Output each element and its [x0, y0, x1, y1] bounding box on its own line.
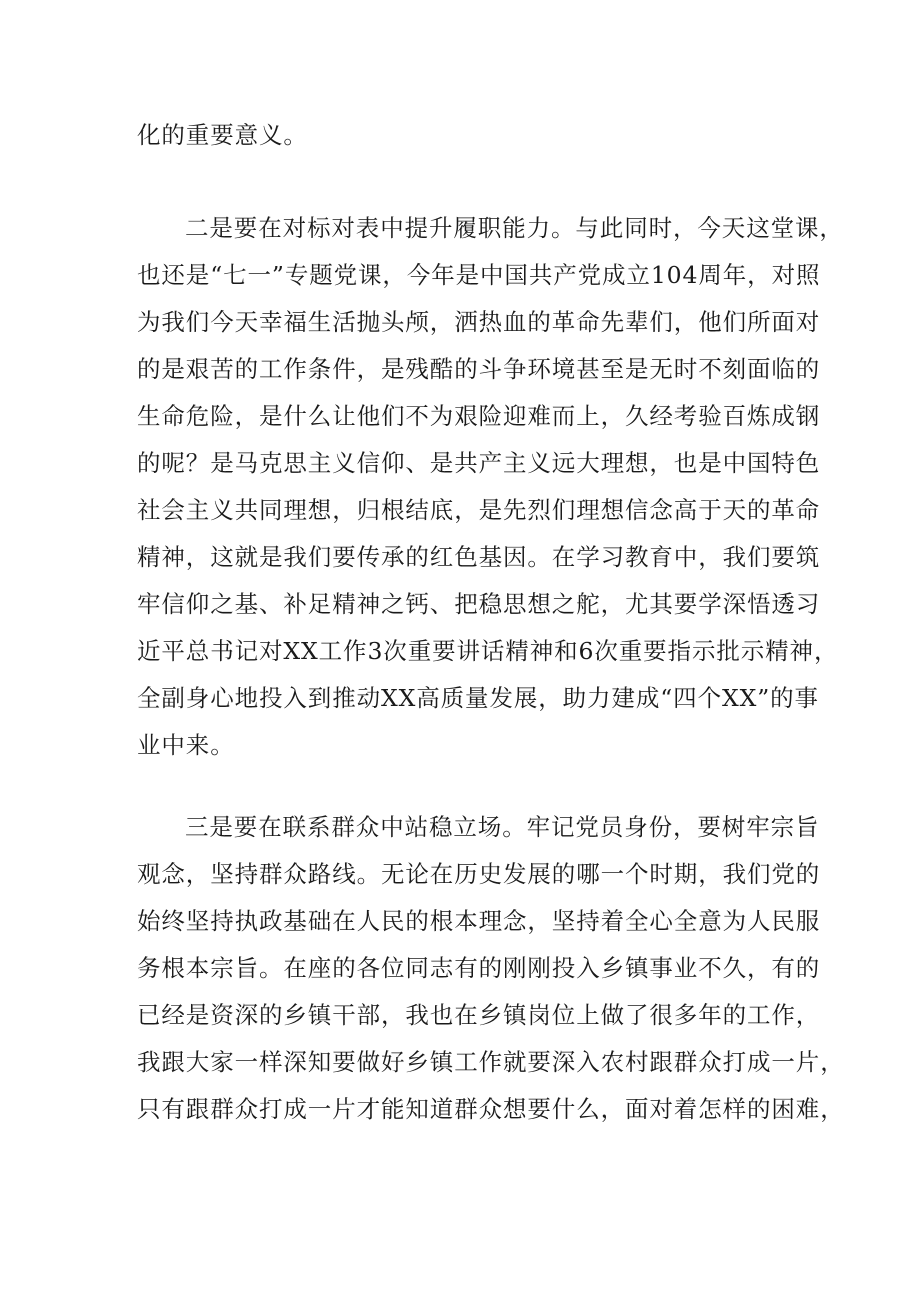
- text-line: 的是艰苦的工作条件，是残酷的斗争环境甚至是无时不刻面临的: [137, 355, 821, 383]
- text-line: 只有跟群众打成一片才能知道群众想要什么，面对着怎样的困难，: [137, 1095, 845, 1123]
- text-line: 观念，坚持群众路线。无论在历史发展的哪一个时期，我们党的: [137, 860, 821, 888]
- text-line: 也还是“七一”专题党课，今年是中国共产党成立104周年，对照: [137, 261, 821, 289]
- text-line: 务根本宗旨。在座的各位同志有的刚刚投入乡镇事业不久，有的: [137, 954, 821, 982]
- text-line: 生命危险，是什么让他们不为艰险迎难而上，久经考验百炼成钢: [137, 402, 821, 430]
- paragraph-point-two: [137, 205, 844, 769]
- text-line: 牢信仰之基、补足精神之钙、把稳思想之舵，尤其要学深悟透习: [137, 590, 821, 618]
- text-line: 为我们今天幸福生活抛头颅，洒热血的革命先辈们，他们所面对: [137, 308, 821, 336]
- text-line: 三是要在联系群众中站稳立场。牢记党员身份，要树牢宗旨: [185, 813, 820, 841]
- text-line: 始终坚持执政基础在人民的根本理念，坚持着全心全意为人民服: [137, 907, 821, 935]
- text-line: 我跟大家一样深知要做好乡镇工作就要深入农村跟群众打成一片，: [137, 1048, 845, 1076]
- text-line: 全副身心地投入到推动XX高质量发展，助力建成“四个XX”的事: [137, 684, 819, 712]
- text-line: 已经是资深的乡镇干部，我也在乡镇岗位上做了很多年的工作，: [137, 1001, 821, 1029]
- text-line: 业中来。: [137, 731, 235, 759]
- text-line: 社会主义共同理想，归根结底，是先烈们理想信念高于天的革命: [137, 496, 821, 524]
- text-line: 二是要在对标对表中提升履职能力。与此同时，今天这堂课，: [185, 214, 844, 242]
- text-line: 近平总书记对XX工作3次重要讲话精神和6次重要指示批示精神，: [137, 637, 839, 665]
- paragraph-continuation: [137, 112, 797, 159]
- text-line: 化的重要意义。: [137, 121, 308, 149]
- text-line: 的呢？是马克思主义信仰、是共产主义远大理想，也是中国特色: [137, 449, 821, 477]
- paragraph-point-three: [137, 804, 845, 1133]
- text-line: 精神，这就是我们要传承的红色基因。在学习教育中，我们要筑: [137, 543, 821, 571]
